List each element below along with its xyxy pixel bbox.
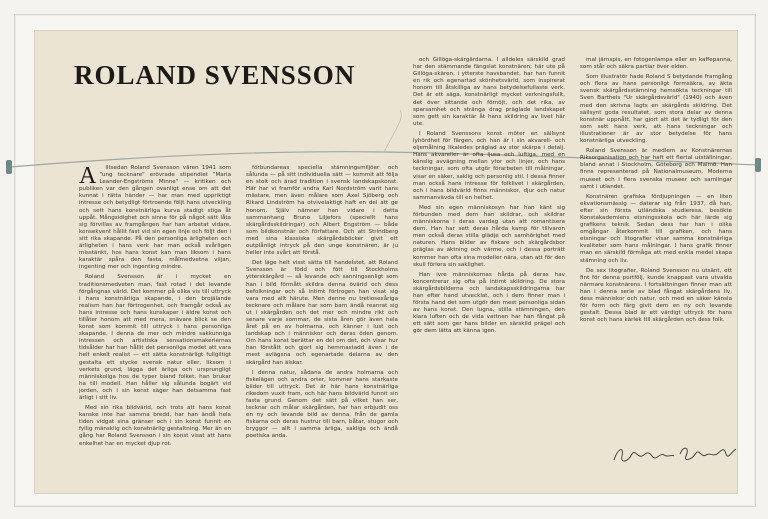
wire-hook-right [755,158,761,172]
article-title: ROLAND SVENSSON [74,60,356,90]
paragraph: Med sin rika bildvärld, och trots att hans konst kanske inte har samma bredd, har han ändå hela tiden vidgat sina gränser och i sin konst funnit en fyllig mänsklig och konstnärlig gestaltning. Mer än en gång har Roland Svensson i sin konst visat att hans enkelhet har en mycket djup rot. [79,405,231,447]
paragraph: Det läge helt visst sätta till handelstet, att Roland Svensson är född och fött till Stockholms ytterskärgård — så levande och sanningsenligt som han i bild förmått skildra denna övärld och dess befolkningar och så intimt förtrogen han visat sig vara med allt härute. Men denne nu tretiosexåriga tecknare och målare har som barn ändå reanrat sig ut i skärgården och det mer och mindre rikt och senare varje sommar, de sista åren gör även hela året på en av holmarna, och känner i lust och landskap och i människor och deras öden genom. Om hans konst berättar en del om det, och visar hur han förstått och gjort sig hemmastadd även i de mest avlägsna och egenartade delarna av den skärgård han älskar. [246,260,398,366]
paragraph: Roland Svensson är medlem av Konstnärernas Riksorganisation och har haft ett flertal utställningar, bland annat i Stockholm, Göteborg och Malmö. Han finns representerad på Nationalmuseum, Moderna museet och i flera svenska museer och samlingar samt i utlandet. [580,148,732,190]
text-column-3 [413,57,565,461]
text-column-2 [246,165,398,461]
paragraph: mal järnspis, en fotogenlampa eller en kaffepanna, som står och säkra partiar över elden. [580,57,732,71]
drop-cap: A [79,165,97,189]
paragraph: Han ivre människornas hårda på deras hav koncentrerar sig ofta på intimt skildring. De stora skärgårdsbilderna och landskapsskildringarna har han efter hand utvecklat, och i dem finner man i första hand det som utgör den mest personliga sidan av hans konst. Den lugna, stilla stämningen, den klara luften och de vida vattnen har han fångat på ett sätt som ger hans bilder en särskild prägel och gör dem lätta att känna igen. [413,271,565,335]
paragraph: lltsedan Roland Svensson våren 1941 som "ung tecknare" erövrade stipendiet "Maria Leander-Engströms Minne" — kritiken och publiken var den gången ovanligt ense om att det kunnat i rätta händer — har man med uppriktigt intresse och betydligt förtroende följt hans utveckling och sett hans konstnärliga kurva stadigt stiga åt uppåt. Mångsidighet och sinne för på något sätt låta sig förvillas av framgången har han arbetat vidare, konsekvent hållit fast vid sin egen linje och följt den i sitt rika skapande. På den personliga ärligheten och ärligheten i hans verk har man också svårligen misstänkt, hos hans konst kan man liksom i hans karaktär spåra den fasta, målmedvetna viljan, ingenting mer och ingenting mindre. [79,165,231,271]
paragraph: Som illustratör hade Roland S betydande framgång och flera av hans personligt formsäkra, av äkta svensk skärgårdsstämning hemsökta teckningar till Sven Barthels "Ur skärgårdsvärld" (1940) och även med den skrivna lagts en skärgårds skildring. Det sällsynt goda resultatet, som stora delar av denna konstnär uppnått, har gjort att det är tydligt för den som sett hans verk, att hans teckningar och illustrationer är av stor betydelse för hans konstnärliga utveckling. [580,74,732,145]
paragraph: förbundareas speciella stämningsmiljöer och sålunda — på sitt individuella sätt — kommit att följa en stolt och ärad tradition i svensk landskapskonst. Här har vi framför andra Karl Nordström varit hans mästare, men även målare som Axel Sjöberg och Rikard Lindström ha otvivelaktigt haft en del att ge honom. Själv nämner han vidare i detta sammanhang Bruno Liljefors (speciellt hans skärgårdsskildringar) och Albert Engström — både som bildkonstnär och författare. Och att Strindberg med sina klassiska skärgårdsböcker givit ett outplånligt intryck på den unge konstnären, är ju heller inte svårt att förstå. [246,165,398,257]
wire-hook-left [6,160,12,174]
paragraph: De sex litografier, Roland Svensson nu utsänt, ett fint för denna portfölj, kunde knappast vara utvalda närmare konstnärens. I fortsättningen finner man att han i denna serie av blad fångat skärgårdens liv, dess människor och natur, och med en säker känsla för form och färg givit dem en ny och levande gestalt. Dessa blad är ett värdigt uttryck för hans konst och hans kärlek till skärgården och dess folk. [580,267,732,324]
text-column-4 [580,57,732,437]
paragraph: I denna natur, sådana de andra holmarna och fiskelägen och andra orter, kommer hans starkaste bilder till uttryck. Det är här hans konstnärliga rikedom vuxit fram, och här hans bildvärld funnit sin fasta grund. Genom det sätt på vilket han ser, tecknar och målar skärgården, har han erbjudit oss en ny och levande bild av denna, från de gamla fiskarna och deras hustrur till barn, båtar, stugor och bryggor — allt i samma ärliga, sakliga och ändå poetiska anda. [246,369,398,440]
text-column-1 [79,165,231,461]
handwritten-signature [610,440,740,470]
paragraph: Konstnären grafiska fördjupningen — en liten ekvationsmässig — daterar sig från 1937, då han, efter sin första utländska studieresa, besökte Konstakademiens etsningsskola och här lärde sig grafikens teknik. Sedan dess har han i olika omgångar återkommit till grafiken, och hans etsningar och litografier visar samma konstnärliga kvaliteter som hans målningar. I hans grafik finner man en särskild förmåga att med enkla medel skapa stämning och liv. [580,193,732,264]
paragraph: Roland Svensson är i mycket en traditionsmedveten man, fast rotad i det levande förgångnas värld. Det kommer på olika vis till uttryck i hans konstnärliga skapande, i den brojälande realism han har förtrogenhet, och framgår också av hans intresse och hans kunskaper i äldre konst och tillåter honom att med mera, snävare blick se den konst som kommit till uttryck i hans personliga skapande. I denna de mer och mindre sakkunniga intressen och artistiska sensationsmakeriernas tidsålder har han hållit det personliga modet att vara helt enkelt realist — ett sätta konstnärligt fullgiltigt gestalta ett stycke svensk natur eller, liksom i verkets grund, lägga det ärliga och ursprungligt människoliga hos de typer bland folket, han brukar ha till modell. Han håller sig sålunda bogärt vid jorden, och i sin konst säger han detsamma fast ärligt i sitt liv. [79,274,231,401]
paragraph: Med sin egen människosyn har han känt sig förbunden med dem han skildrar, och skildrar människorna i deras vardag utan att romantisera dem. Han har sett deras hårda kamp för tillvaron men också deras stilla glädje och samhörighet med naturen. Hans bilder av fiskare och skärgårdsbor präglas av aktning och värme, och i dessa porträtt kommer han ofta sina modeller nära, utan att för den skull förlora sin saklighet. [413,204,565,268]
paragraph: I Roland Svenssons konst möter en sällsynt lyhördhet för färgen, och han är i sin akvarell- och oljemålning likaledes präglad av stor skärpa i detalj. Hans akvareller är ofta ljusa och luftiga, med en känslig avvägning mellan ytor och linjer, och hans teckningar, som ofta utgör förarbeten till målningar, visar en säker, saklig och personlig stil. I dessa finner man också hans intresse för folklivet i skärgården, och i hans bildvärld finns människor, djur och natur sammanvävda till en helhet. [413,130,565,201]
paragraph: och Gillöga-skärgårdarna. I alldeles särskild grad har den stämmande fängslat konstnären; här ute på Gillöga-skären, i ytterste havsbandet, har han funnit en rik och egenartad skönhetsvärld, som inspirerat honom till åtskilliga av hans betydelsefullaste verk. Det är ett säga, konstnärligt mycket verkningsfullt, det över sittande och förnöjt, och det rika, av sparsamhet och stränga drag präglade landskapet som gett sin karaktär åt hans skildring av livet här ute. [413,57,565,127]
